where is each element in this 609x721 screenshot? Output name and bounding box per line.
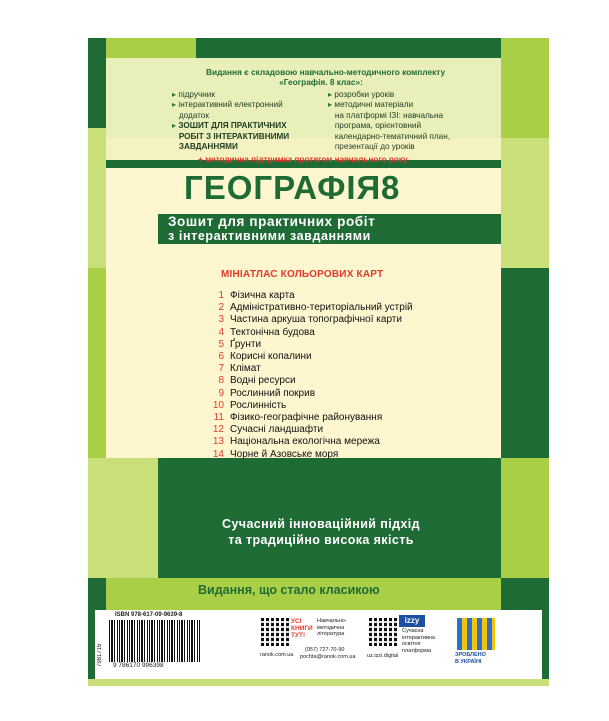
email: pochta@ranok.com.ua bbox=[300, 654, 356, 660]
kit-heading bbox=[206, 67, 446, 87]
pattern-square bbox=[88, 458, 158, 578]
atlas-heading: МІНІАТЛАС КОЛЬОРОВИХ КАРТ bbox=[221, 269, 384, 280]
barcode-digits: 9 786170 996398 bbox=[113, 662, 164, 669]
kit-item: на платформі ІЗІ: навчальна bbox=[334, 110, 444, 120]
isbn: ISBN 978-617-09-9639-8 bbox=[115, 612, 183, 618]
book-title: ГЕОГРАФІЯ bbox=[184, 169, 382, 206]
atlas-item: 6 Корисні копалини bbox=[218, 351, 312, 363]
pattern-square bbox=[88, 679, 549, 686]
kit-right-list bbox=[328, 90, 450, 152]
atlas-item: 3 Частина аркуша топографічної карти bbox=[218, 314, 402, 326]
kit-item: ▸ розробки уроків bbox=[328, 90, 395, 99]
qr-code-icon bbox=[261, 618, 289, 646]
classic-tagline: Видання, що стало класикою bbox=[198, 583, 380, 597]
atlas-item: 12 Сучасні ландшафти bbox=[212, 424, 324, 436]
atlas-item: 10 Рослинність bbox=[212, 399, 287, 411]
vertical-code: 7981716 bbox=[97, 643, 103, 667]
pattern-square bbox=[88, 268, 106, 458]
kit-item: ▸ ЗОШИТ ДЛЯ ПРАКТИЧНИХ bbox=[172, 121, 287, 131]
pattern-square bbox=[106, 38, 196, 58]
izzy-logo: izzy bbox=[399, 615, 425, 627]
pattern-square bbox=[501, 458, 549, 578]
pattern-square bbox=[88, 38, 106, 128]
slogan-line2: та традиційно висока якість bbox=[228, 533, 414, 547]
kit-heading-line2: «Географія. 8 клас»: bbox=[279, 77, 363, 87]
atlas-item: 14 Чорне й Азовське моря bbox=[212, 448, 339, 460]
atlas-item: 2 Адміністративно-територіальний устрій bbox=[218, 302, 413, 314]
atlas-list bbox=[201, 290, 413, 461]
ukraine-flag-icon bbox=[457, 618, 495, 650]
slogan-line1: Сучасний інноваційний підхід bbox=[222, 517, 420, 531]
kit-item: ▸ інтерактивний електронний bbox=[172, 100, 283, 110]
kit-item: РОБІТ З ІНТЕРАКТИВНИМИ bbox=[178, 131, 290, 141]
kit-item: презентації до уроків bbox=[334, 142, 415, 152]
slogan bbox=[171, 516, 471, 548]
kit-item: програма, орієнтовний bbox=[334, 121, 422, 131]
pattern-square bbox=[196, 38, 501, 58]
atlas-item: 4 Тектонічна будова bbox=[218, 326, 315, 338]
atlas-item: 7 Клімат bbox=[218, 363, 261, 375]
atlas-item: 8 Водні ресурси bbox=[218, 375, 296, 387]
kit-item: календарно-тематичний план, bbox=[334, 131, 450, 141]
qr-code-icon bbox=[369, 618, 397, 646]
shop-description: Навчально- методична література bbox=[317, 618, 347, 637]
site-izzy: uz.izzi.digital bbox=[367, 653, 399, 659]
subtitle-line2: з інтерактивними завданнями bbox=[168, 229, 371, 243]
pattern-square bbox=[88, 128, 106, 268]
site-ranok: ranok.com.ua bbox=[260, 652, 294, 658]
kit-item: додаток bbox=[178, 110, 209, 120]
atlas-item: 9 Рослинний покрив bbox=[218, 387, 316, 399]
shop-badge: УСІ КНИГИ ТУТ! bbox=[291, 618, 313, 639]
atlas-item: 13 Національна екологічна мережа bbox=[212, 436, 380, 448]
atlas-item: 5 Ґрунти bbox=[218, 338, 262, 350]
atlas-item: 11 Фізико-географічне районування bbox=[213, 412, 383, 424]
footer-panel bbox=[95, 610, 542, 679]
subtitle-line1: Зошит для практичних робіт bbox=[168, 214, 376, 229]
support-note: + методична підтримка протягом навчального року bbox=[198, 155, 408, 164]
made-in-ukraine: ЗРОБЛЕНО В УКРАЇНІ bbox=[455, 652, 486, 665]
kit-left-list bbox=[172, 90, 289, 152]
izzy-description: Сучасна інтерактивна освітня платформа bbox=[402, 628, 435, 654]
kit-item: ЗАВДАННЯМИ bbox=[178, 142, 238, 152]
pattern-square bbox=[501, 138, 549, 268]
phone: (057) 727-70-90 bbox=[305, 647, 345, 653]
book-back-cover bbox=[88, 38, 549, 686]
kit-heading-line1: Видання є складовою навчально-методичного комплекту bbox=[206, 67, 446, 77]
barcode bbox=[109, 620, 201, 662]
pattern-square bbox=[501, 268, 549, 458]
kit-item: ▸ методичні матеріали bbox=[328, 100, 414, 110]
kit-item: ▸ підручник bbox=[172, 90, 215, 99]
pattern-square bbox=[501, 38, 549, 138]
grade-number: 8 bbox=[381, 169, 400, 206]
atlas-item: 1 Фізична карта bbox=[218, 290, 295, 301]
